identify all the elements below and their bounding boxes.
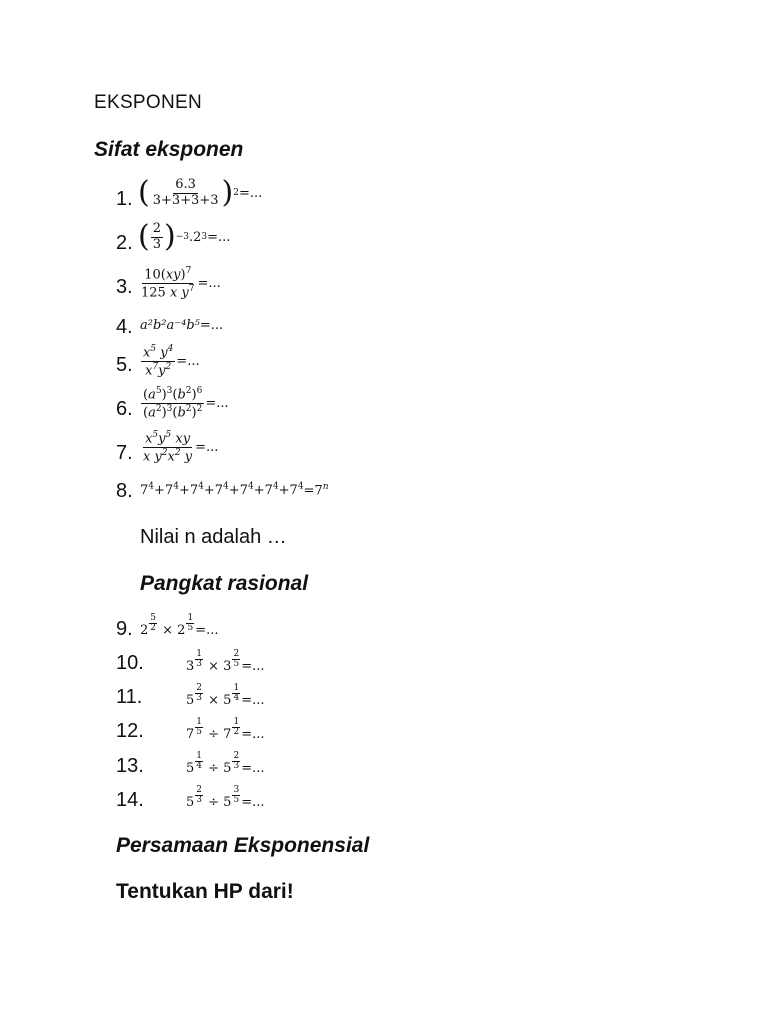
document-title: EKSPONEN [94,92,202,113]
item-number-2: 2. [116,232,133,254]
item-number-8: 8. [116,480,133,502]
q5-tail: =... [176,354,200,370]
q3-den-coef: 125 [141,285,166,301]
q8-tail: =7 [303,483,323,499]
item-number-6: 6. [116,398,133,420]
q2-middle: .2 [189,229,202,245]
item-number-13: 13. [116,755,144,777]
question-14: 5 $\frac{2}{3}$ ÷ 5 $\frac{3}{5}$ =... [186,785,265,810]
q8-term-exponent: 4 [247,482,254,492]
question-3: $\frac{10(xy)^7}{125 x y^7}$ =... [141,266,221,301]
heading-pangkat-rasional: Pangkat rasional [140,572,309,595]
question-13: 5 $\frac{1}{4}$ ÷ 5 $\frac{2}{3}$ =... [186,751,265,776]
exponent-fraction-2: $\frac{1}{2}$ [233,717,240,737]
q7-tail: =... [195,440,219,456]
q2-tail: =... [207,229,231,245]
item-number-14: 14. [116,789,144,811]
item-number-10: 10. [116,652,144,674]
q8-term-exponent: 4 [297,482,304,492]
exponent-fraction-2: $\frac{3}{5}$ [233,785,240,805]
item-number-11: 11. [116,686,143,708]
exponent-fraction-1: $\frac{1}{4}$ [196,751,203,771]
q1-numerator: 6.3 [175,177,196,192]
q3-num-coef: 10 [144,267,161,283]
heading-tentukan-hp: Tentukan HP dari! [116,880,294,903]
heading-persamaan-eksponensial: Persamaan Eksponensial [116,834,370,857]
q8-term-exponent: 4 [198,482,204,492]
question-5: $\frac{x^5 y^4}{x^7y^2}$ =... [143,344,200,379]
exponent-fraction-2: $\frac{2}{5}$ [233,649,240,669]
exponent-fraction-1: $\frac{1}{3}$ [196,649,203,669]
q3-num-exp: 7 [185,266,192,276]
q8-rhs-exponent: n [322,482,329,492]
exponent-fraction-1: $\frac{1}{5}$ [196,717,203,737]
item-number-4: 4. [116,316,133,338]
question-9: 2 $\frac{5}{2}$ × 2 $\frac{1}{5}$ =... [140,613,219,638]
question-8 [140,482,329,498]
question-11: 5 $\frac{2}{3}$ × 5 $\frac{1}{4}$ =... [186,683,265,708]
question-12: 7 $\frac{1}{5}$ ÷ 7 $\frac{1}{2}$ =... [186,717,265,742]
q1-denominator: 3+3+3+3 [152,192,219,208]
question-2: ( $\frac{2}{3}$ ) −3 .2 3 =... [138,219,231,255]
q3-tail: =... [197,276,221,292]
q2-exponent-2: 3 [201,232,208,243]
exponent-fraction-1: $\frac{2}{3}$ [196,785,203,805]
item-number-3: 3. [116,276,133,298]
q3-den-exp: 7 [188,284,195,295]
question-7: $\frac{x^5y^5 xy}{x y^2x^2 y}$ =... [143,430,219,465]
q8-term-exponent: 4 [223,482,229,492]
item-number-7: 7. [116,442,133,464]
q8-term-exponent: 4 [173,482,179,492]
q3-den-var: x y [169,285,189,301]
question-10: 3 $\frac{1}{3}$ × 3 $\frac{2}{5}$ =... [186,649,265,674]
exponent-fraction-1: $\frac{2}{3}$ [196,683,203,703]
q1-tail: =... [238,185,263,201]
q8-term-exponent: 4 [148,482,155,492]
q1-exponent: 2 [233,188,239,199]
q2-exponent: −3 [175,232,189,243]
question-6: $\frac{(a^5)^3(b^2)^6}{(a^2)^3(b^2)^2}$ =... [143,386,229,421]
q8-terms: $7^4+7^4+7^4+7^4+7^4+7^4+7^4$ [140,482,304,499]
item-number-12: 12. [116,720,144,742]
heading-sifat-eksponen: Sifat eksponen [94,138,244,161]
nilai-n-text: Nilai n adalah … [140,526,287,548]
item-number-9: 9. [116,618,133,640]
q3-num-var: xy [165,267,181,283]
question-4: a²b²a⁻⁴b⁵=... [140,318,224,333]
q2-denominator: 3 [152,236,161,252]
item-number-1: 1. [116,188,133,210]
exponent-fraction-2: $\frac{1}{5}$ [187,613,194,633]
q8-term-exponent: 4 [272,482,279,492]
exponent-fraction-2: $\frac{1}{4}$ [233,683,240,703]
q6-tail: =... [205,396,229,412]
exponent-fraction-2: $\frac{2}{3}$ [233,751,240,771]
question-1: ( $\frac{6.3}{3+3+3+3}$ ) 2 =... [138,175,263,211]
q2-numerator: 2 [152,221,161,236]
exponent-fraction-1: $\frac{5}{2}$ [150,613,157,633]
item-number-5: 5. [116,354,133,376]
